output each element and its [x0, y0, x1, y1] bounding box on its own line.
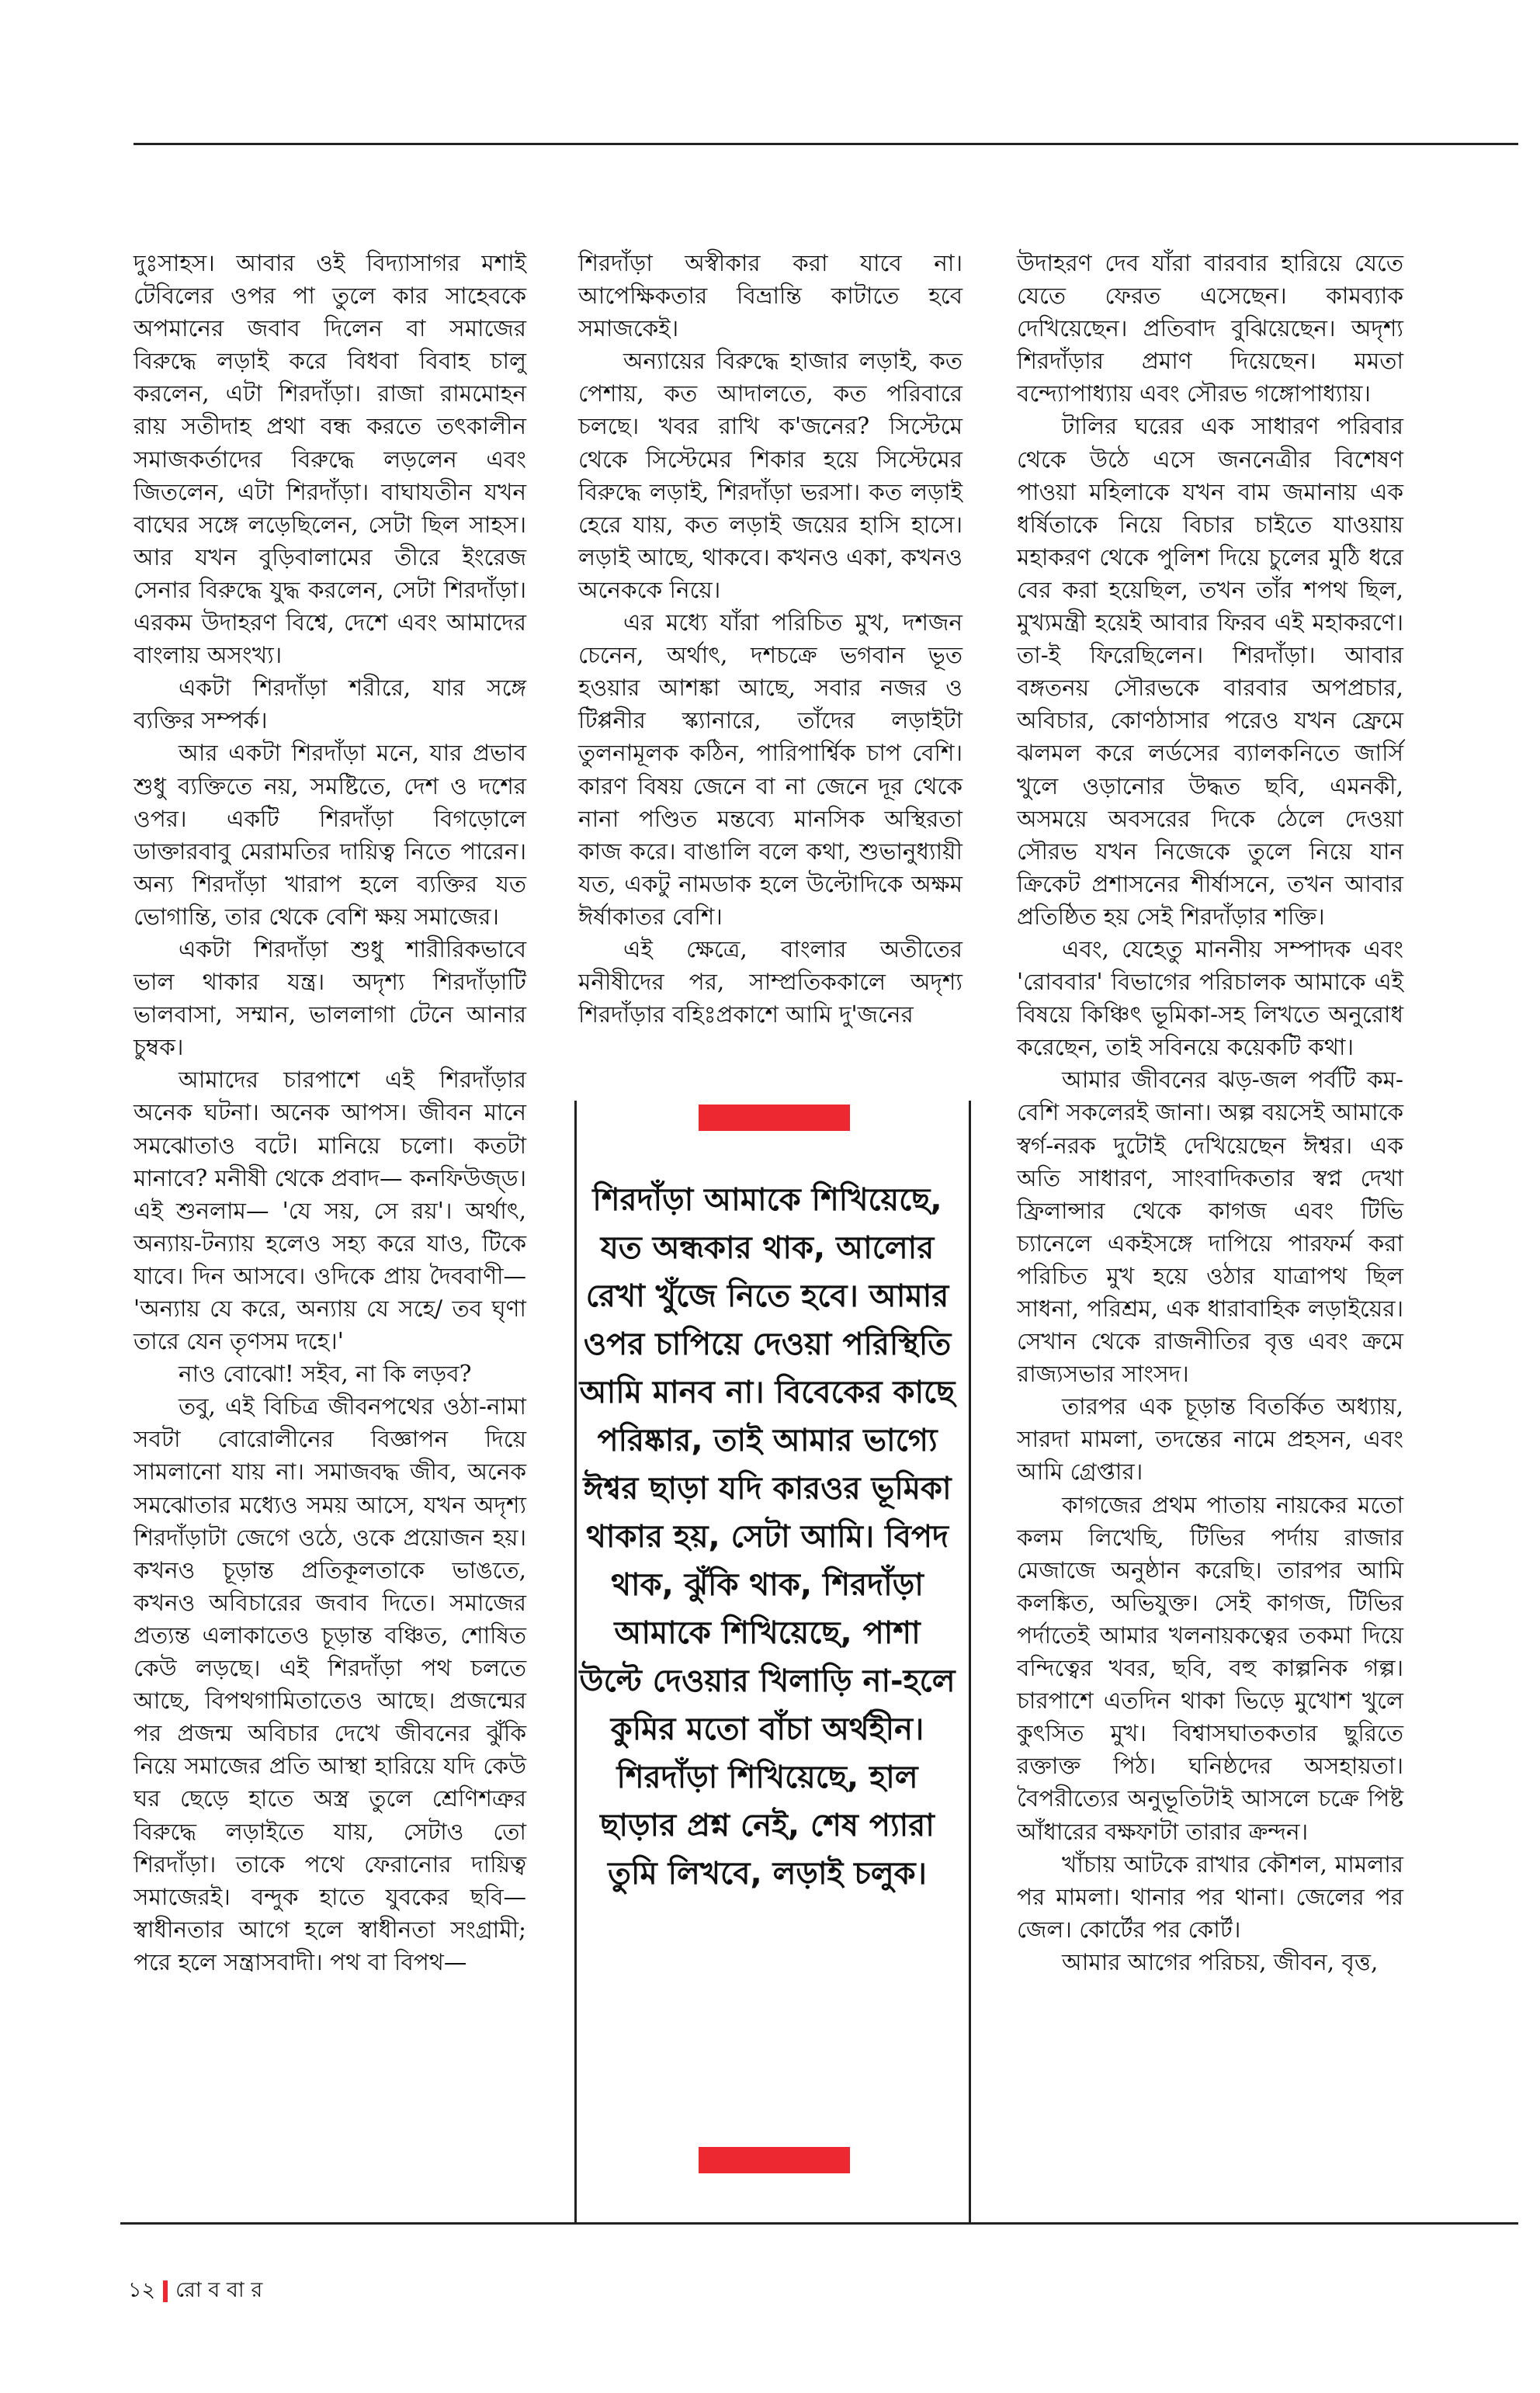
pullquote-bottom-bar: [699, 2147, 850, 2173]
paragraph: দুঃসাহস। আবার ওই বিদ্যাসাগর মশাই টেবিলের ওপর পা তুলে কার সাহেবকে অপমানের জবাব দিলেন বা সমাজের বিরুদ্ধে লড়াই করে বিধবা বিবাহ চালু করলেন, এটা শিরদাঁড়া। রাজা রামমোহন রায় সতীদাহ প্রথা বন্ধ করতে তৎকালীন সমাজকর্তাদের বিরুদ্ধে লড়লেন এবং জিতলেন, এটা শিরদাঁড়া। বাঘাযতীন যখন বাঘের সঙ্গে লড়েছিলেন, সেটা ছিল সাহস। আর যখন বুড়িবালামের তীরে ইংরেজ সেনার বিরুদ্ধে যুদ্ধ করলেন, সেটা শিরদাঁড়া। এরকম উদাহরণ বিশ্বে, দেশে এবং আমাদের বাংলায় অসংখ্য।: [134, 250, 526, 669]
page-footer: [128, 2274, 262, 2309]
paragraph: তবু, এই বিচিত্র জীবনপথের ওঠা-নামা সবটা বোরোলীনের বিজ্ঞাপন দিয়ে সামলানো যায় না। সমাজবদ্ধ জীব, অনেক সমঝোতার মধ্যেও সময় আসে, যখন অদৃশ্য শিরদাঁড়াটা জেগে ওঠে, ওকে প্রয়োজন হয়। কখনও চূড়ান্ত প্রতিকূলতাকে ভাঙতে, কখনও অবিচারের জবাব দিতে। সমাজের প্রত্যন্ত এলাকাতেও চূড়ান্ত বঞ্চিত, শোষিত কেউ লড়ছে। এই শিরদাঁড়া পথ চলতে আছে, বিপথগামিতাতেও আছে। প্রজন্মের পর প্রজন্ম অবিচার দেখে জীবনের ঝুঁকি নিয়ে সমাজের প্রতি আস্থা হারিয়ে যদি কেউ ঘর ছেড়ে হাতে অস্ত্র তুলে শ্রেণিশত্রুর বিরুদ্ধে লড়াইতে যায়, সেটাও তো শিরদাঁড়া। তাকে পথে ফেরানোর দায়িত্ব সমাজেরই। বন্দুক হাতে যুবকের ছবি— স্বাধীনতার আগে হলে স্বাধীনতা সংগ্রামী; পরে হলে সন্ত্রাসবাদী। পথ বা বিপথ—: [134, 1393, 526, 1975]
paragraph: আমার আগের পরিচয়, জীবন, বৃত্ত,: [1062, 1948, 1379, 1975]
paragraph: নাও বোঝো! সইব, না কি লড়ব?: [179, 1361, 472, 1388]
paragraph: আর একটা শিরদাঁড়া মনে, যার প্রভাব শুধু ব্যক্তিতে নয়, সমষ্টিতে, দেশ ও দশের ওপর। একটি শিরদাঁড়া বিগড়োলে ডাক্তারবাবু মেরামতির দায়িত্ব নিতে পারেন। অন্য শিরদাঁড়া খারাপ হলে ব্যক্তির যত ভোগান্তি, তার থেকে বেশি ক্ষয় সমাজের।: [134, 740, 526, 930]
paragraph: আমাদের চারপাশে এই শিরদাঁড়ার অনেক ঘটনা। অনেক আপস। জীবন মানে সমঝোতাও বটে। মানিয়ে চলো। কতটা মানাবে? মনীষী থেকে প্রবাদ— কনফিউজ্ড। এই শুনলাম— 'যে সয়, সে রয়'। অর্থাৎ, অন্যায়-টন্যায় হলেও সহ্য করে যাও, টিকে যাবে। দিন আসবে। ওদিকে প্রায় দৈববাণী— 'অন্যায় যে করে, অন্যায় যে সহে/ তব ঘৃণা তারে যেন তৃণসম দহে।': [134, 1066, 526, 1355]
paragraph: উদাহরণ দেব যাঁরা বারবার হারিয়ে যেতে যেতে ফেরত এসেছেন। কামব্যাক দেখিয়েছেন। প্রতিবাদ বুঝিয়েছেন। অদৃশ্য শিরদাঁড়ার প্রমাণ দিয়েছেন। মমতা বন্দ্যোপাধ্যায় এবং সৌরভ গঙ্গোপাধ্যায়।: [1017, 250, 1403, 408]
column-1: [134, 247, 526, 1979]
paragraph: একটা শিরদাঁড়া শুধু শারীরিকভাবে ভাল থাকার যন্ত্র। অদৃশ্য শিরদাঁড়াটি ভালবাসা, সম্মান, ভাললাগা টেনে আনার চুম্বক।: [134, 935, 526, 1061]
footer-separator: [163, 2280, 168, 2302]
paragraph: এর মধ্যে যাঁরা পরিচিত মুখ, দশজন চেনেন, অর্থাৎ, দশচক্রে ভগবান ভূত হওয়ার আশঙ্কা আছে, সবার নজর ও টিপ্পনীর স্ক্যানারে, তাঁদের লড়াইটা তুলনামূলক কঠিন, পারিপার্শ্বিক চাপ বেশি। কারণ বিষয় জেনে বা না জেনে দূর থেকে নানা পণ্ডিত মন্তব্যে মানসিক অস্থিরতা কাজ করে। বাঙালি বলে কথা, শুভানুধ্যায়ী যত, একটু নামডাক হলে উল্টোদিকে অক্ষম ঈর্ষাকাতর বেশি।: [578, 609, 962, 930]
pullquote: শিরদাঁড়া আমাকে শিখিয়েছে, যত অন্ধকার থাক, আলোর রেখা খুঁজে নিতে হবে। আমার ওপর চাপিয়ে দেওয়া পরিস্থিতি আমি মানব না। বিবেকের কাছে পরিষ্কার, তাই আমার ভাগ্যে ঈশ্বর ছাড়া যদি কারওর ভূমিকা থাকার হয়, সেটা আমি। বিপদ থাক, ঝুঁকি থাক, শিরদাঁড়া আমাকে শিখিয়েছে, পাশা উল্টে দেওয়ার খিলাড়ি না-হলে কুমির মতো বাঁচা অর্থহীন। শিরদাঁড়া শিখিয়েছে, হাল ছাড়ার প্রশ্ন নেই, শেষ প্যারা তুমি লিখবে, লড়াই চলুক।: [579, 1182, 956, 1892]
paragraph: শিরদাঁড়া অস্বীকার করা যাবে না। আপেক্ষিকতার বিভ্রান্তি কাটাতে হবে সমাজকেই।: [578, 250, 962, 342]
paragraph: কাগজের প্রথম পাতায় নায়কের মতো কলম লিখেছি, টিভির পর্দায় রাজার মেজাজে অনুষ্ঠান করেছি। তারপর আমি কলঙ্কিত, অভিযুক্ত। সেই কাগজ, টিভির পর্দাতেই আমার খলনায়কত্বের তকমা দিয়ে বন্দিত্বের খবর, ছবি, বহু কাল্পনিক গল্প। চারপাশে এতদিন থাকা ভিড়ে মুখোশ খুলে কুৎসিত মুখ। বিশ্বাসঘাতকতার ছুরিতে রক্তাক্ত পিঠ। ঘনিষ্ঠদের অসহায়তা। বৈপরীত্যের অনুভূতিটাই আসলে চক্রে পিষ্ট আঁধারের বক্ষফাটা তারার ক্রন্দন।: [1017, 1491, 1403, 1845]
paragraph: এই ক্ষেত্রে, বাংলার অতীতের মনীষীদের পর, সাম্প্রতিককালে অদৃশ্য শিরদাঁড়ার বহিঃপ্রকাশে আমি দু'জনের: [578, 935, 962, 1028]
bottom-rule: [120, 2222, 1518, 2225]
column-divider-left: [574, 1101, 577, 2222]
paragraph: খাঁচায় আটকে রাখার কৌশল, মামলার পর মামলা। থানার পর থানা। জেলের পর জেল। কোর্টের পর কোর্ট।: [1017, 1850, 1403, 1943]
section-name: রো ব বা র: [175, 2278, 263, 2302]
pullquote-top-bar: [699, 1105, 850, 1131]
paragraph: তারপর এক চূড়ান্ত বিতর্কিত অধ্যায়, সারদা মামলা, তদন্তের নামে প্রহসন, এবং আমি গ্রেপ্তার।: [1017, 1393, 1403, 1486]
column-2: [578, 247, 962, 1031]
column-divider-right: [969, 1101, 971, 2222]
paragraph: একটা শিরদাঁড়া শরীরে, যার সঙ্গে ব্যক্তির সম্পর্ক।: [134, 675, 526, 734]
paragraph: টালির ঘরের এক সাধারণ পরিবার থেকে উঠে এসে জননেত্রীর বিশেষণ পাওয়া মহিলাকে যখন বাম জমানায় এক ধর্ষিতাকে নিয়ে বিচার চাইতে যাওয়ায় মহাকরণ থেকে পুলিশ দিয়ে চুলের মুঠি ধরে বের করা হয়েছিল, তখন তাঁর শপথ ছিল, মুখ্যমন্ত্রী হয়েই আবার ফিরব এই মহাকরণে। তা-ই ফিরেছিলেন। শিরদাঁড়া। আবার বঙ্গতনয় সৌরভকে বারবার অপপ্রচার, অবিচার, কোণঠাসার পরেও যখন ফ্রেমে ঝলমল করে লর্ডসের ব্যালকনিতে জার্সি খুলে ওড়ানোর উদ্ধত ছবি, এমনকী, অসময়ে অবসরের দিকে ঠেলে দেওয়া সৌরভ যখন নিজেকে তুলে নিয়ে যান ক্রিকেট প্রশাসনের শীর্ষাসনে, তখন আবার প্রতিষ্ঠিত হয় সেই শিরদাঁড়ার শক্তি।: [1017, 413, 1403, 930]
paragraph: অন্যায়ের বিরুদ্ধে হাজার লড়াই, কত পেশায়, কত আদালতে, কত পরিবারে চলছে। খবর রাখি ক'জনের? সিস্টেমে থেকে সিস্টেমের শিকার হয়ে সিস্টেমের বিরুদ্ধে লড়াই, শিরদাঁড়া ভরসা। কত লড়াই হেরে যায়, কত লড়াই জয়ের হাসি হাসে। লড়াই আছে, থাকবে। কখনও একা, কখনও অনেককে নিয়ে।: [578, 348, 962, 603]
top-rule: [134, 143, 1518, 145]
paragraph: এবং, যেহেতু মাননীয় সম্পাদক এবং 'রোববার' বিভাগের পরিচালক আমাকে এই বিষয়ে কিঞ্চিৎ ভূমিকা-সহ লিখতে অনুরোধ করেছেন, তাই সবিনয়ে কয়েকটি কথা।: [1017, 935, 1403, 1061]
column-3: [1017, 247, 1403, 1979]
paragraph: আমার জীবনের ঝড়-জল পর্বটি কম-বেশি সকলেরই জানা। অল্প বয়সেই আমাকে স্বর্গ-নরক দুটোই দেখিয়েছেন ঈশ্বর। এক অতি সাধারণ, সাংবাদিকতার স্বপ্ন দেখা ফ্রিলান্সার থেকে কাগজ এবং টিভি চ্যানেলে একইসঙ্গে দাপিয়ে পারফর্ম করা পরিচিত মুখ হয়ে ওঠার যাত্রাপথ ছিল সাধনা, পরিশ্রম, এক ধারাবাহিক লড়াইয়ের। সেখান থেকে রাজনীতির বৃত্ত এবং ক্রমে রাজ্যসভার সাংসদ।: [1017, 1066, 1403, 1388]
page-number: ১২: [128, 2278, 156, 2302]
